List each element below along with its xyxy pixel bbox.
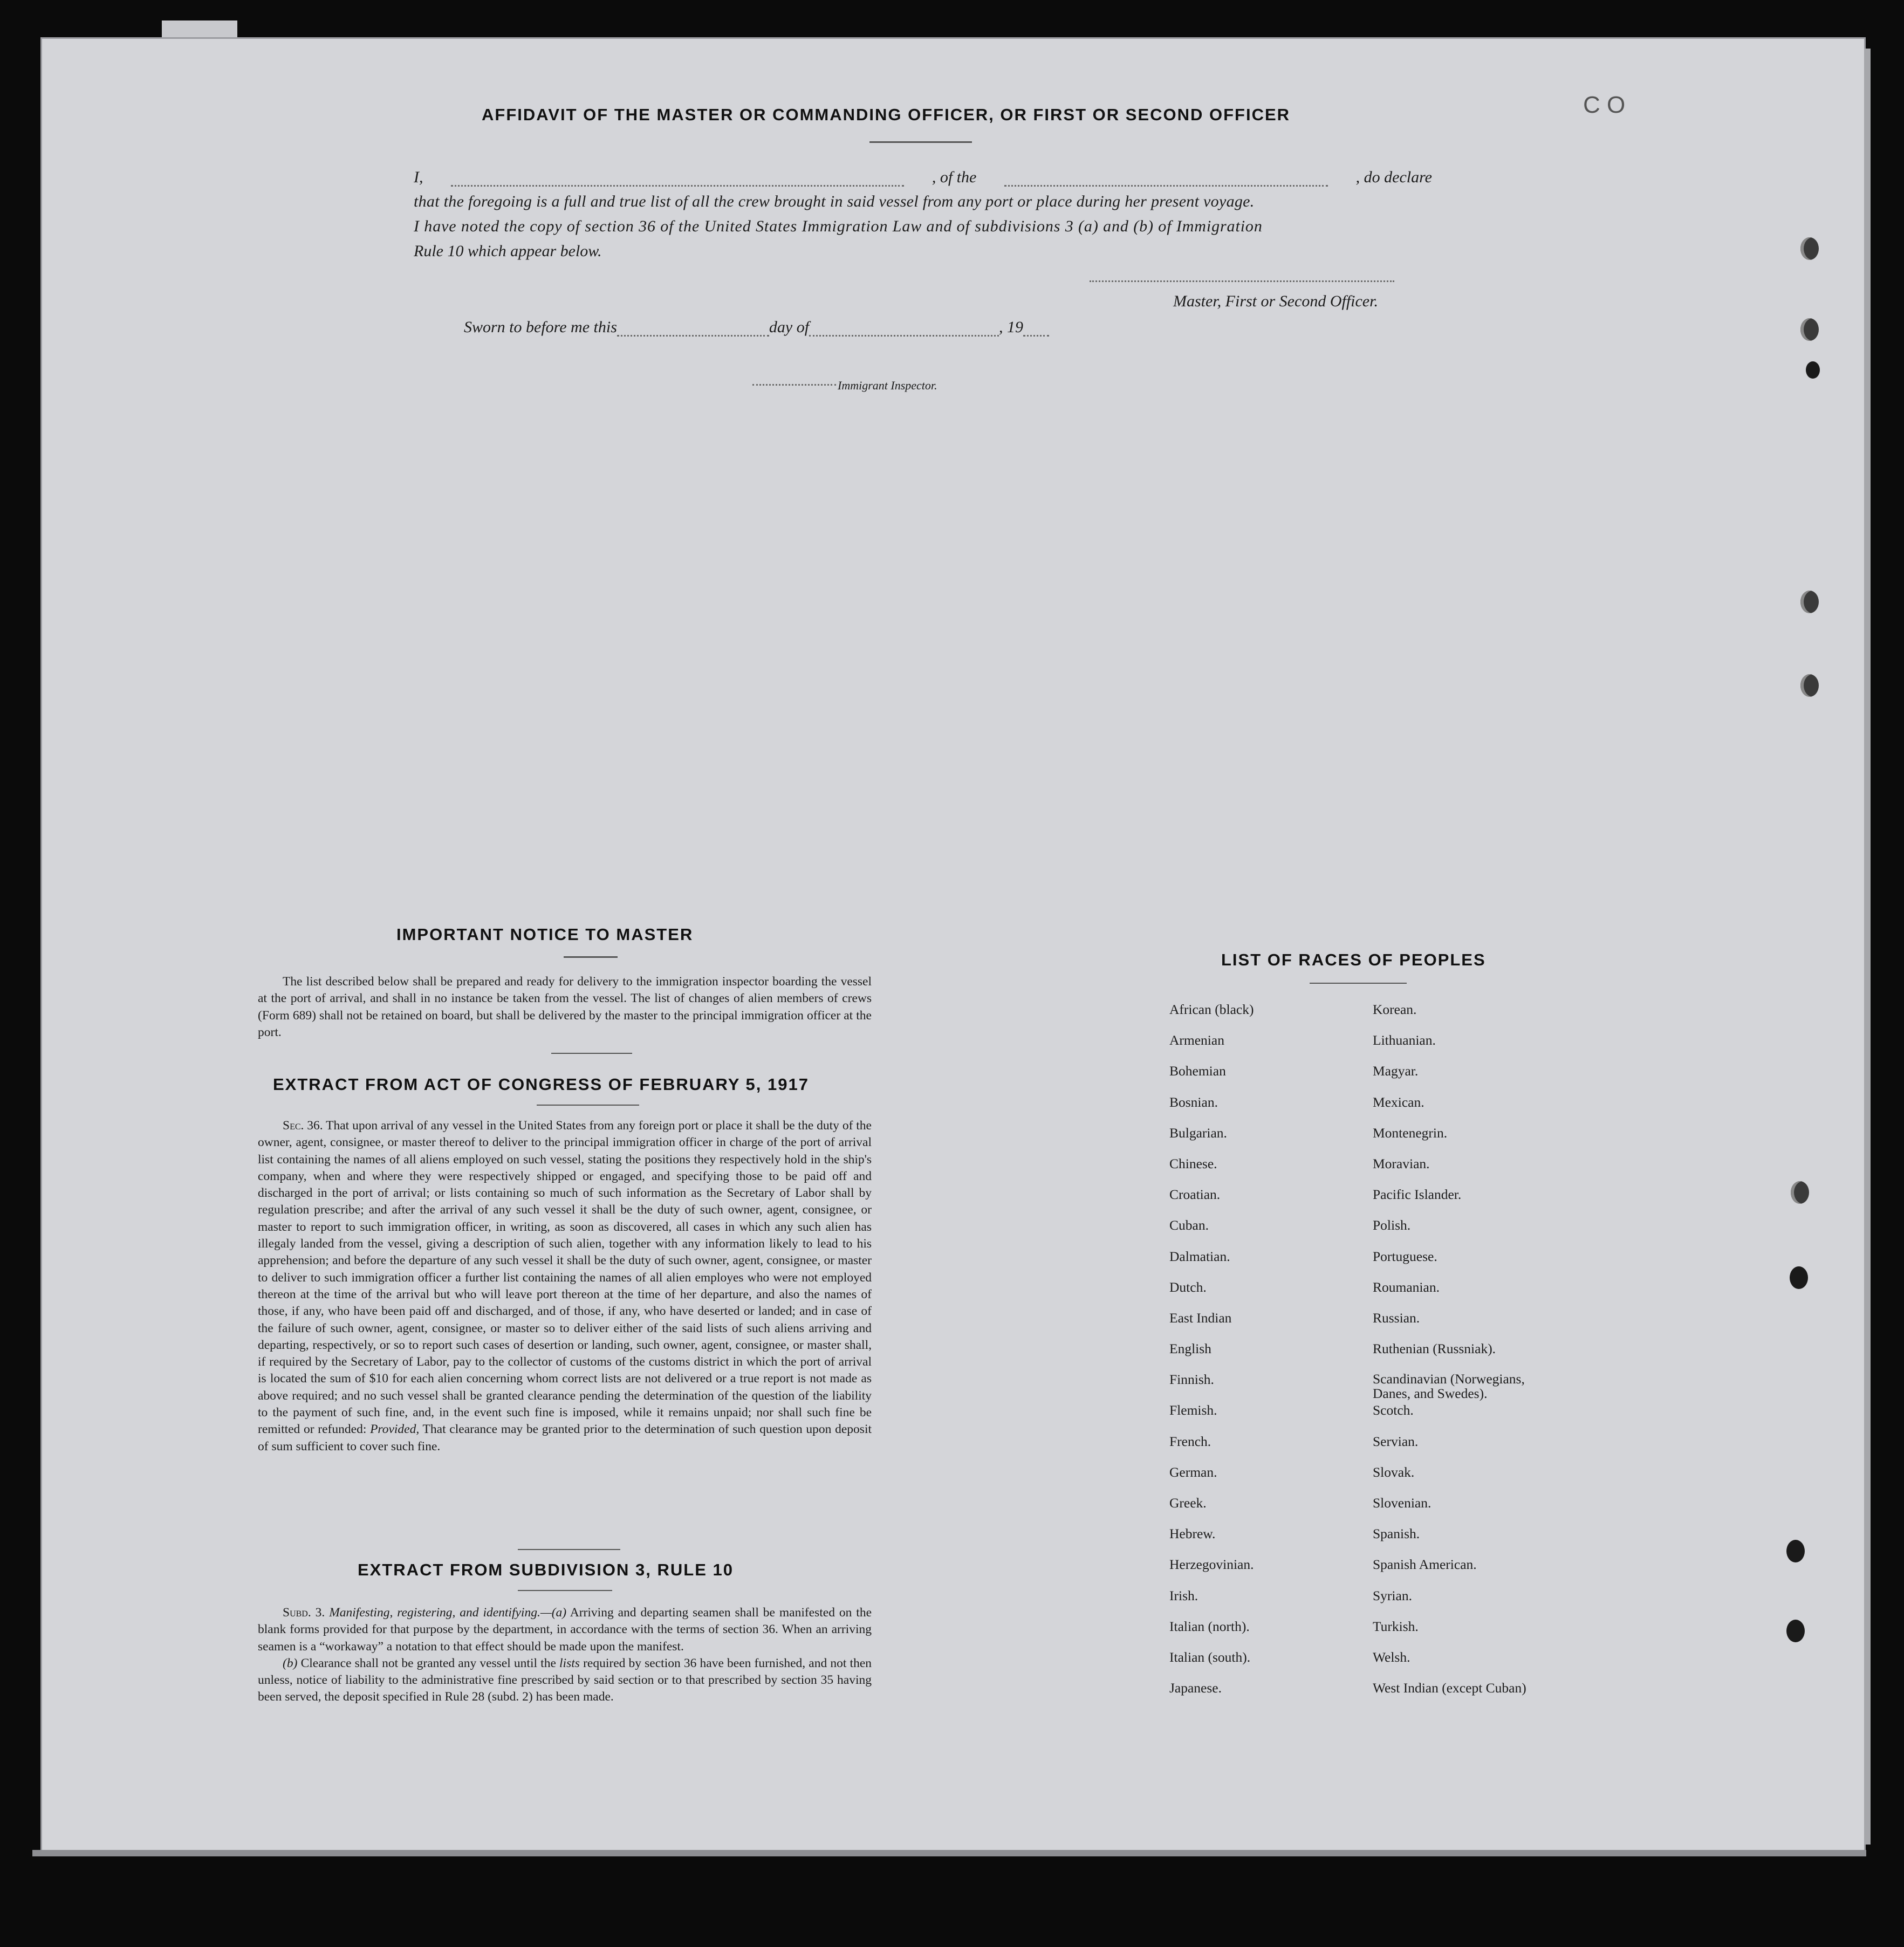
race-item: English bbox=[1169, 1341, 1211, 1357]
subd-heading: Manifesting, registering, and identifying.—(a) bbox=[329, 1606, 567, 1620]
race-item: Portuguese. bbox=[1373, 1248, 1437, 1264]
race-item: Ruthenian (Russniak). bbox=[1373, 1341, 1496, 1357]
affidavit-line-2: that the foregoing is a full and true list of all the crew brought in said vessel from any port or place during her present voyage. bbox=[414, 193, 1255, 210]
race-item: German. bbox=[1169, 1464, 1217, 1480]
notice-text: The list described below shall be prepared and ready for delivery to the immigration inspector boarding the vessel at the port of arrival, and shall in no instance be taken from the vessel. The list of changes of alien members of crews (Form 689) shall not be retained on board, but shall be delivered by the master to the principal immigration officer at the port. bbox=[258, 975, 872, 1039]
act-text-b: That clearance may be granted prior to the determination of such question upon deposit of sum sufficient to cover such fine. bbox=[258, 1422, 872, 1454]
punch-hole-icon bbox=[1800, 318, 1819, 341]
race-item: Moravian. bbox=[1373, 1155, 1430, 1171]
act-body bbox=[258, 1118, 872, 1455]
punch-hole-icon bbox=[1800, 237, 1819, 260]
act-paragraph bbox=[258, 1118, 872, 1455]
notice-rule bbox=[564, 956, 618, 958]
affidavit-line-3: I have noted the copy of section 36 of the United States Immigration Law and of subdivisions 3 (a) and (b) of Immigration bbox=[414, 217, 1263, 235]
sec-label: Sec. 36. bbox=[283, 1119, 323, 1133]
punch-hole-icon bbox=[1791, 1181, 1809, 1204]
sheet-edge-right bbox=[1864, 49, 1871, 1845]
race-item: Pacific Islander. bbox=[1373, 1187, 1462, 1203]
vessel-blank[interactable] bbox=[1004, 168, 1328, 187]
race-item: Korean. bbox=[1373, 1002, 1417, 1017]
race-item: Servian. bbox=[1373, 1433, 1419, 1449]
race-item: Bohemian bbox=[1169, 1063, 1226, 1079]
punch-hole-icon bbox=[1790, 1266, 1808, 1289]
subd-label: Subd. 3. bbox=[283, 1606, 325, 1620]
notice-title: IMPORTANT NOTICE TO MASTER bbox=[396, 925, 694, 944]
sworn-day-of: day of bbox=[769, 318, 810, 336]
race-item: Scotch. bbox=[1373, 1402, 1414, 1418]
punch-hole-icon bbox=[1786, 1540, 1805, 1562]
race-item: Welsh. bbox=[1373, 1649, 1410, 1665]
rule10-rule bbox=[518, 1590, 612, 1591]
lists-word: lists bbox=[559, 1656, 580, 1670]
rule10-paragraph-a bbox=[258, 1605, 872, 1655]
race-item: Mexican. bbox=[1373, 1094, 1424, 1110]
race-item: Slovenian. bbox=[1373, 1495, 1432, 1511]
race-item: Dutch. bbox=[1169, 1279, 1207, 1295]
affidavit-i: I, bbox=[414, 168, 423, 186]
act-text-a: That upon arrival of any vessel in the United States from any foreign port or place it shall be the duty of the owner, agent, consignee, or master thereof to deliver to the principal immigration officer in charge of the port of arrival list containing the names of all aliens employed on such vessel, stating the positions they respectively hold in the ship's company, when and where they were respectively shipped or engaged, and specifying those to be paid off and discharged in the port of arrival; or lists containing so much of such information as the Secretary of Labor shall by regulation prescribe; and after the arrival of any such vessel it shall be the duty of such owner, agent, consignee, or master to report to such immigration officer, in writing, as soon as discovered, all cases in which any such alien has illegaly landed from the vessel, giving a description of such alien, together with any information likely to lead to his apprehension; and before the departure of any such vessel it shall be the duty of such owner, agent, consignee, or master to deliver to such immigration officer a further list containing the names of all alien employes who were not employed thereon at the time of the arrival but who will leave port thereon at the time of her departure, and also the names of those, if any, who have been paid off and discharged, and of those, if any, who have deserted or landed; and in case of the failure of such owner, agent, consignee, or master so to deliver either of the said lists of such aliens arriving and departing, respectively, or so to report such cases of desertion or landing, such owner, agent, consignee, or master shall, if required by the Secretary of Labor, pay to the collector of customs of the customs district in which the port of arrival is located the sum of $10 for each alien concerning whom correct lists are not delivered or a true report is not made as above required; and no such vessel shall be granted clearance pending the determination of the question of the liability to the payment of such fine, and, in the event such fine is imposed, while it remains unpaid; nor shall such fine be remitted or refunded: bbox=[258, 1119, 872, 1437]
sworn-year-blank[interactable] bbox=[1023, 335, 1049, 337]
race-item: Italian (south). bbox=[1169, 1649, 1251, 1665]
affidavit-declare: , do declare bbox=[1355, 168, 1432, 186]
races-rule bbox=[1310, 983, 1407, 984]
punch-hole-icon bbox=[1806, 361, 1820, 379]
act-title: EXTRACT FROM ACT OF CONGRESS OF FEBRUARY 5, 1917 bbox=[273, 1075, 809, 1094]
document-sheet bbox=[42, 39, 1864, 1851]
punch-hole-icon bbox=[1800, 591, 1819, 613]
rule10-title: EXTRACT FROM SUBDIVISION 3, RULE 10 bbox=[358, 1560, 734, 1579]
sworn-line bbox=[464, 318, 1049, 337]
corner-stamp: C O bbox=[1583, 92, 1626, 118]
master-caption: Master, First or Second Officer. bbox=[1173, 292, 1378, 310]
affidavit-line-1 bbox=[414, 168, 1432, 187]
act-rule bbox=[537, 1105, 639, 1106]
race-item: Syrian. bbox=[1373, 1587, 1412, 1603]
rule10-paragraph-b bbox=[258, 1655, 872, 1706]
race-item: Scandinavian (Norwegians, Danes, and Swedes). bbox=[1373, 1371, 1525, 1402]
provided-word: Provided, bbox=[370, 1422, 420, 1437]
race-item: French. bbox=[1169, 1433, 1211, 1449]
race-item: Japanese. bbox=[1169, 1680, 1222, 1696]
race-item: Greek. bbox=[1169, 1495, 1207, 1511]
sworn-year: , 19 bbox=[999, 318, 1024, 336]
races-left-column bbox=[1169, 1002, 1254, 1711]
rule10-text-b1: Clearance shall not be granted any vessel until the bbox=[300, 1656, 556, 1670]
race-item: Polish. bbox=[1373, 1217, 1411, 1233]
b-label: (b) bbox=[283, 1656, 298, 1670]
race-item: Hebrew. bbox=[1169, 1526, 1216, 1542]
inspector-signature-blank[interactable] bbox=[752, 384, 836, 386]
notice-end-rule bbox=[551, 1053, 632, 1054]
race-item: Armenian bbox=[1169, 1032, 1224, 1048]
affidavit-line-4: Rule 10 which appear below. bbox=[414, 242, 602, 260]
race-item: Herzegovinian. bbox=[1169, 1557, 1254, 1573]
master-signature-blank[interactable] bbox=[1090, 280, 1394, 282]
race-item: Spanish. bbox=[1373, 1526, 1420, 1542]
race-item: East Indian bbox=[1169, 1310, 1232, 1326]
rule10-text-b2: required by section 36 have been furnished, and not then unless, notice of liability to the administrative fine prescribed by said section or to that prescribed by section 35 having been served, the deposit specified in Rule 28 (subd. 2) has been made. bbox=[258, 1656, 872, 1704]
race-item: Croatian. bbox=[1169, 1187, 1221, 1203]
race-item: Slovak. bbox=[1373, 1464, 1415, 1480]
race-item: Magyar. bbox=[1373, 1063, 1419, 1079]
inspector-caption: Immigrant Inspector. bbox=[838, 379, 937, 392]
race-item: Turkish. bbox=[1373, 1618, 1419, 1634]
sworn-prefix: Sworn to before me this bbox=[464, 318, 617, 336]
act-end-rule bbox=[518, 1549, 620, 1550]
affidavit-title: AFFIDAVIT OF THE MASTER OR COMMANDING OFFICER, OR FIRST OR SECOND OFFICER bbox=[482, 105, 1291, 124]
race-item: West Indian (except Cuban) bbox=[1373, 1680, 1526, 1696]
notice-body bbox=[258, 974, 872, 1041]
affidavit-of-the: , of the bbox=[932, 168, 977, 186]
race-item: Irish. bbox=[1169, 1587, 1198, 1603]
punch-hole-icon bbox=[1800, 674, 1819, 697]
sworn-month-blank[interactable] bbox=[809, 335, 999, 337]
race-item: Russian. bbox=[1373, 1310, 1420, 1326]
race-item: Spanish American. bbox=[1373, 1557, 1477, 1573]
race-item: Montenegrin. bbox=[1373, 1125, 1448, 1141]
race-item: African (black) bbox=[1169, 1002, 1254, 1017]
title-rule bbox=[869, 141, 972, 143]
sheet-edge-bottom bbox=[32, 1850, 1866, 1856]
punch-hole-icon bbox=[1786, 1620, 1805, 1642]
race-item: Dalmatian. bbox=[1169, 1248, 1230, 1264]
rule10-body bbox=[258, 1605, 872, 1706]
rule10-text-a: Arriving and departing seamen shall be manifested on the blank forms provided for that purpose by the department, in accordance with the terms of section 36. When an arriving seamen is a “workaway” a notation to that effect should be made upon the manifest. bbox=[258, 1606, 872, 1654]
race-item: Lithuanian. bbox=[1373, 1032, 1436, 1048]
race-item: Finnish. bbox=[1169, 1372, 1214, 1388]
race-item: Italian (north). bbox=[1169, 1618, 1250, 1634]
races-right-column bbox=[1373, 1002, 1535, 1711]
race-item: Flemish. bbox=[1169, 1402, 1217, 1418]
race-item: Chinese. bbox=[1169, 1155, 1217, 1171]
race-item: Bosnian. bbox=[1169, 1094, 1218, 1110]
race-item: Cuban. bbox=[1169, 1217, 1209, 1233]
races-title: LIST OF RACES OF PEOPLES bbox=[1221, 950, 1486, 969]
race-item: Bulgarian. bbox=[1169, 1125, 1227, 1141]
name-blank[interactable] bbox=[451, 168, 904, 187]
race-item: Roumanian. bbox=[1373, 1279, 1440, 1295]
sworn-day-blank[interactable] bbox=[617, 335, 769, 337]
